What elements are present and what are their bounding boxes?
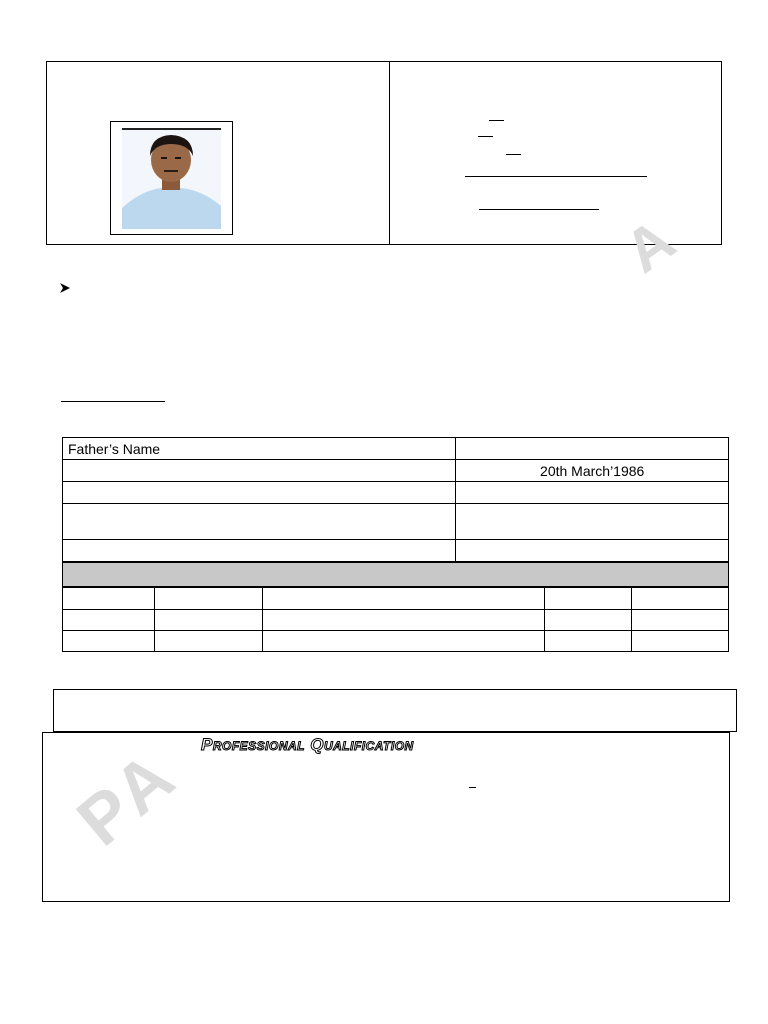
empty-section-box — [53, 689, 737, 732]
row-value — [456, 504, 729, 540]
row-label — [63, 504, 456, 540]
photo-frame — [110, 121, 233, 235]
header-underline-2 — [478, 136, 493, 137]
personal-details-table — [62, 437, 729, 562]
table-row — [63, 438, 729, 460]
table-row — [63, 588, 729, 610]
header-details-panel — [389, 61, 722, 245]
row-value — [456, 438, 729, 460]
row-label — [63, 482, 456, 504]
row-label — [63, 460, 456, 482]
header-underline-1 — [489, 120, 504, 121]
row-value — [456, 482, 729, 504]
watermark-fragment-bottom: PA — [62, 733, 193, 861]
date-of-birth-value: 20th March’1986 — [456, 460, 729, 482]
header-underline-5 — [479, 209, 599, 210]
table-row — [63, 504, 729, 540]
education-table — [62, 587, 729, 652]
table-row — [63, 540, 729, 562]
row-value — [456, 540, 729, 562]
header-underline-3 — [506, 154, 521, 155]
watermark-fragment-top: A — [612, 202, 692, 286]
section-heading-underline — [61, 401, 165, 402]
professional-qualification-box — [42, 732, 730, 902]
header-underline-4 — [465, 176, 647, 177]
table-row — [63, 610, 729, 631]
table-row — [63, 482, 729, 504]
professional-qualification-title: Professional Qualification — [201, 735, 414, 754]
small-dash — [469, 787, 476, 788]
table-row — [63, 460, 729, 482]
row-label — [63, 540, 456, 562]
section-header-band — [62, 562, 729, 587]
row-label: Father’s Name — [63, 438, 456, 460]
header-photo-panel — [46, 61, 390, 245]
profile-photo — [122, 128, 221, 229]
table-row — [63, 631, 729, 652]
arrowhead-bullet-icon — [60, 283, 70, 293]
